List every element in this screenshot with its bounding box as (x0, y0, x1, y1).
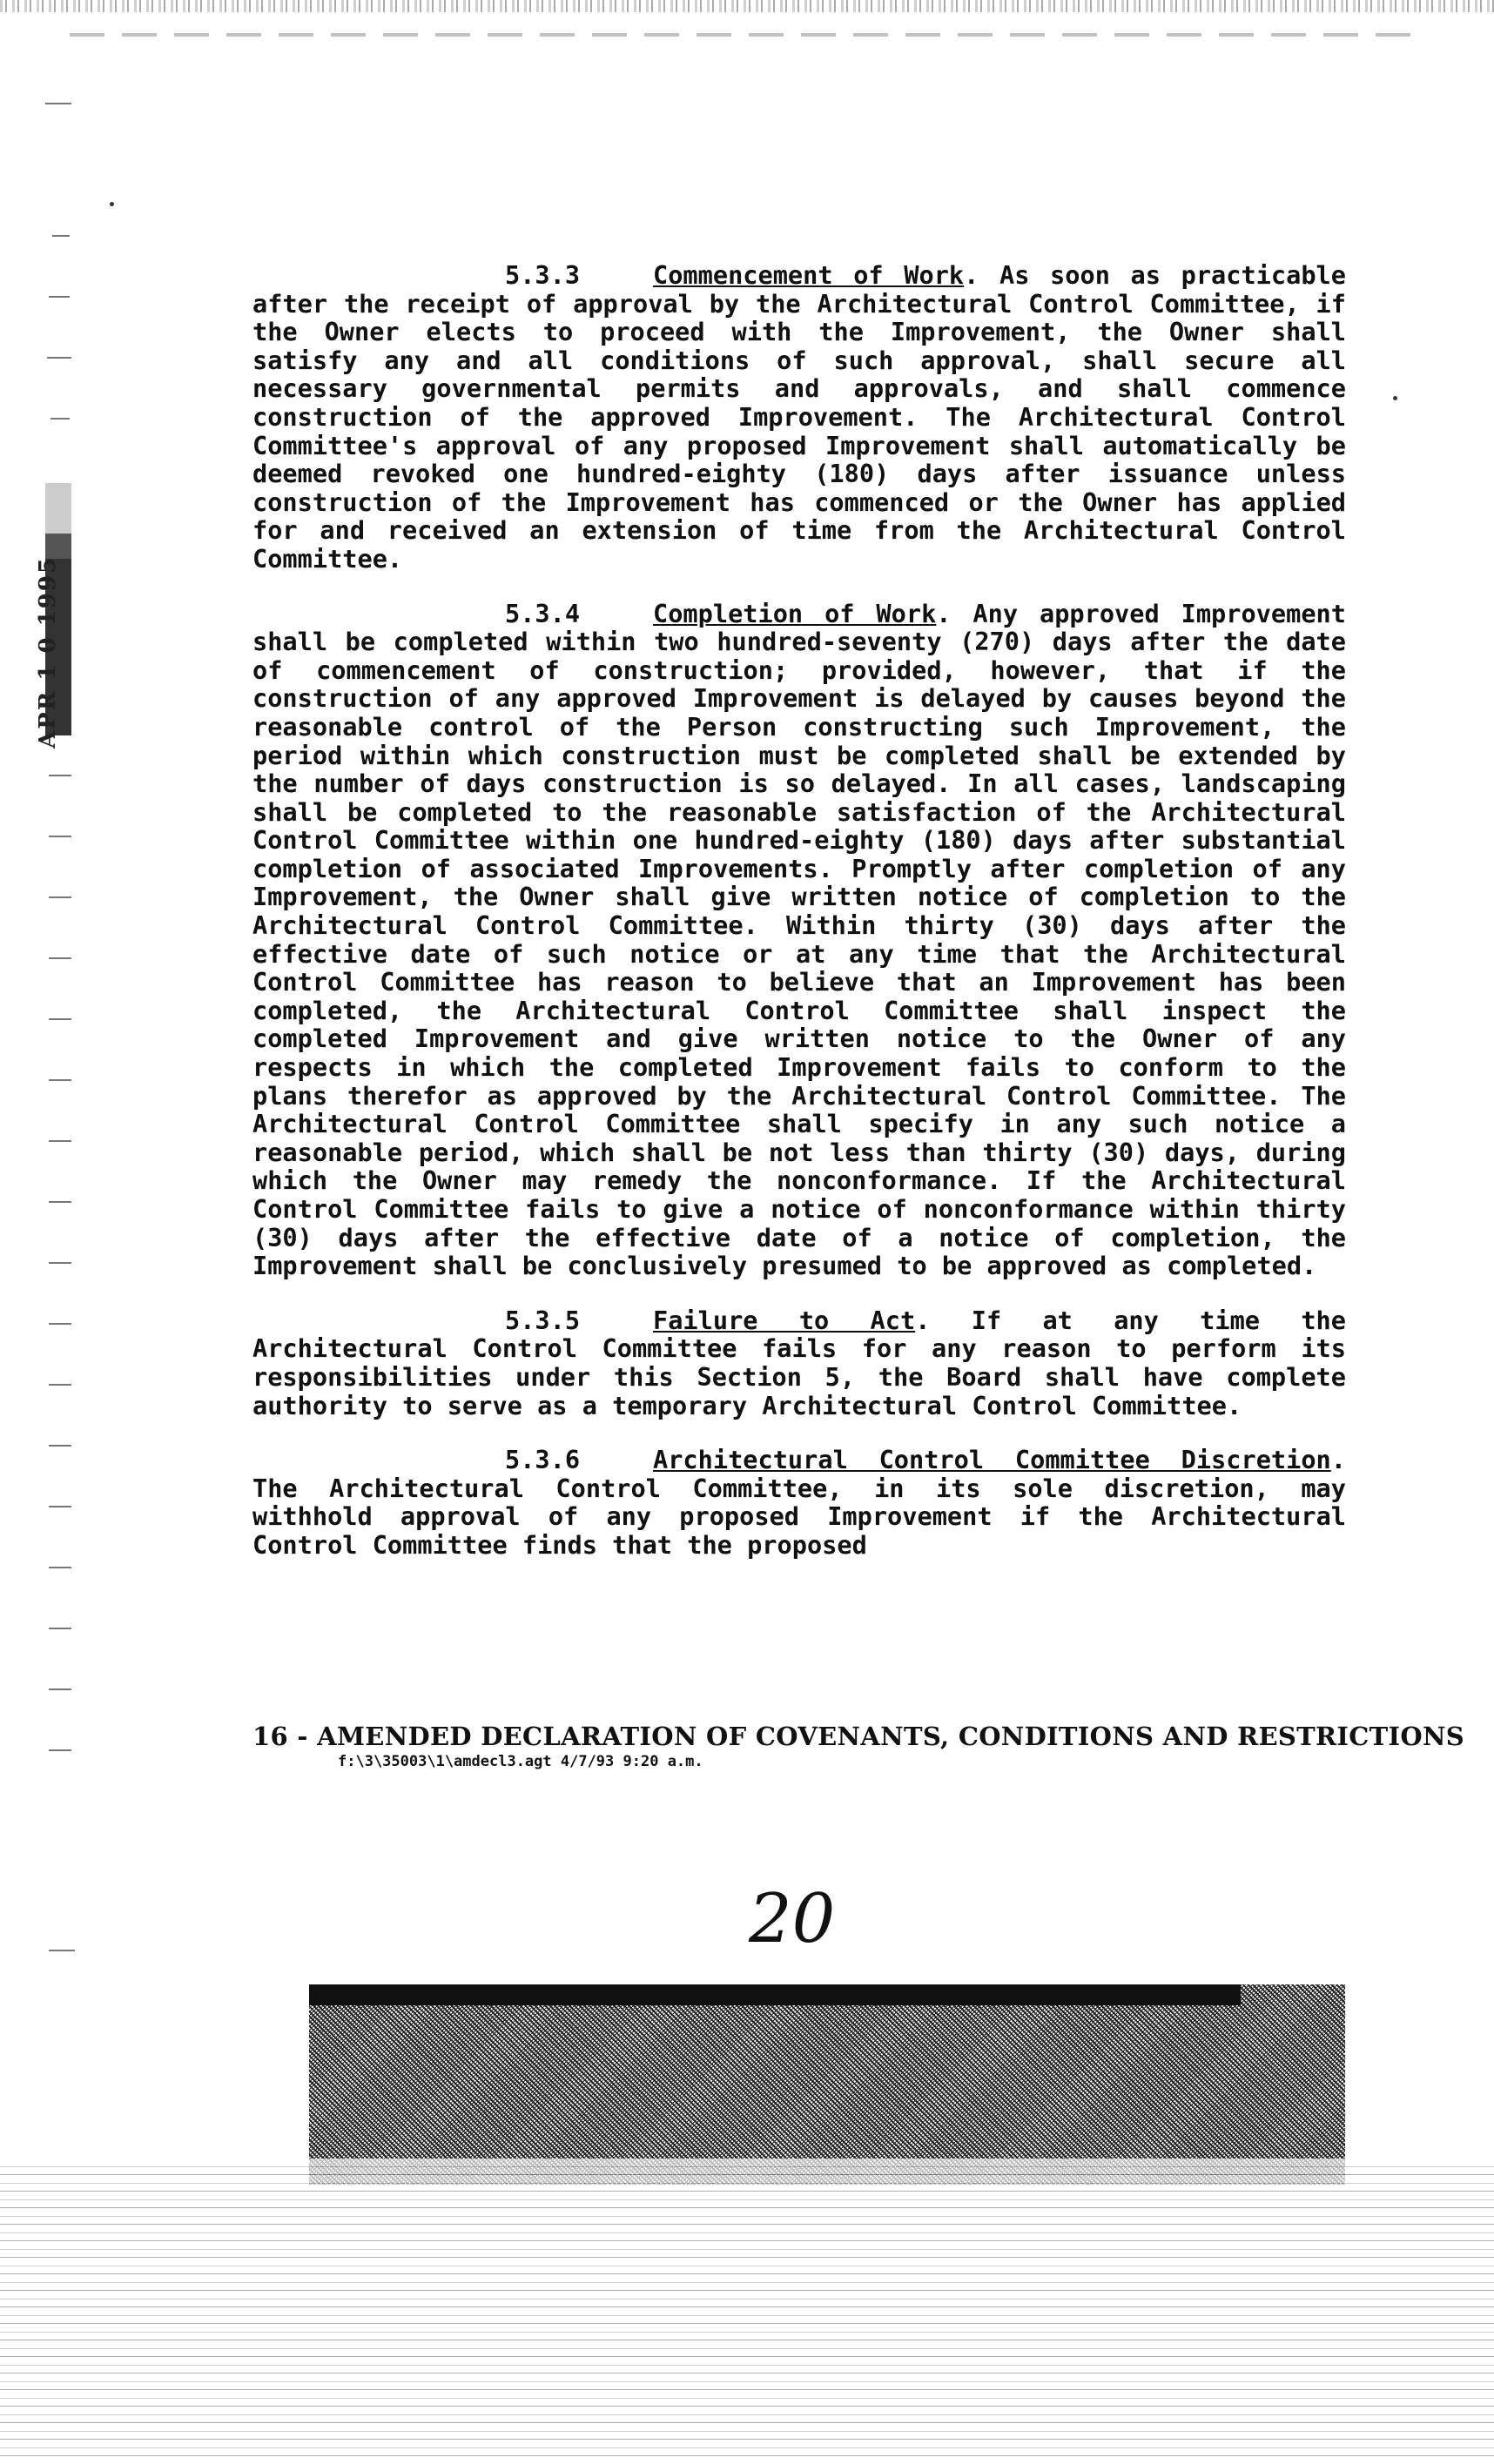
margin-tick (49, 1079, 71, 1081)
section-text: . The Architectural Control Committee, in its sole discretion, may withhold approval of any proposed Improvement if the Architectural Control Committee finds that the proposed (252, 1445, 1346, 1560)
margin-tick (49, 1018, 71, 1020)
margin-tick (49, 775, 71, 776)
section-heading: Commencement of Work (653, 260, 965, 290)
scan-noise-bar (309, 1984, 1241, 2005)
margin-tick (49, 1323, 71, 1325)
section-text: . Any approved Improvement shall be completed within two hundred-seventy (270) days after the date of commencement of construction; provided, however, that if the construction of any approved Improvement is delayed by causes beyond the reasonable control of the Person constructing such Improvement, the period within which construction must be completed shall be extended by the number of days construction is so delayed. In all cases, landscaping shall be completed to the reasonable satisfaction of the Architectural Control Committee within one hundred-eighty (180) days after substantial completion of associated Improvements. Promptly after completion of any Improvement, the Owner shall give written notice of completion to the Architectural Control Committee. Within thirty (30) days after the effective date of such notice or at any time that the Architectural Control Committee has reason to believe that an Improvement has been completed, the Architectural Control Committee shall inspect the completed Improvement and give written notice to the Owner of any respects in which the completed Improvement fails to conform to the plans therefor as approved by the Architectural Control Committee. The Architectural Control Committee shall specify in any such notice a reasonable period, which shall be not less than thirty (30) days, during which the Owner may remedy the nonconformance. If the Architectural Control Committee fails to give a notice of nonconformance within thirty (30) days after the effective date of a notice of completion, the Improvement shall be conclusively presumed to be approved as completed. (252, 598, 1346, 1281)
margin-tick (52, 235, 70, 237)
section-number: 5.3.6 (505, 1445, 581, 1475)
margin-tick (49, 1628, 71, 1629)
margin-tick (49, 1262, 71, 1264)
date-stamp: APR 1 0 1995 (35, 555, 61, 749)
margin-tick (45, 103, 71, 104)
margin-tick (49, 896, 71, 898)
section-number: 5.3.4 (505, 598, 581, 628)
section-text: . If at any time the Architectural Control Committee fails for any reason to perform its responsibilities under this Section 5, the Board shall have complete authority to serve as a temporary Architectural Control Committee. (252, 1305, 1346, 1420)
scan-noise-block (309, 1984, 1345, 2185)
margin-tick (49, 957, 71, 959)
scan-streaks (0, 2159, 1494, 2464)
section-heading: Completion of Work (653, 598, 937, 628)
margin-tick (49, 836, 71, 837)
margin-tick (49, 296, 70, 298)
margin-tick (49, 1689, 71, 1690)
section-text: . As soon as practicable after the receipt of approval by the Architectural Control Committee, if the Owner elects to proceed with the Improvement, the Owner shall satisfy any and all conditions of such approval, shall secure all necessary governmental permits and approvals, and shall commence construction of the approved Improvement. The Architectural Control Committee's approval of any proposed Improvement shall automatically be deemed revoked one hundred-eighty (180) days after issuance unless construction of the Improvement has commenced or the Owner has applied for and received an extension of time from the Architectural Control Committee. (252, 260, 1346, 574)
margin-tick (47, 357, 71, 359)
section-5-3-3 (252, 261, 1346, 574)
document-body (252, 261, 1346, 1560)
page-footer-title: 16 - AMENDED DECLARATION OF COVENANTS, CONDITIONS AND RESTRICTIONS (252, 1722, 1465, 1751)
handwritten-page-number: 20 (749, 1880, 836, 1958)
scan-artifact-top (0, 0, 1494, 12)
section-number: 5.3.5 (505, 1305, 581, 1335)
margin-tick (49, 1749, 71, 1751)
margin-tick (49, 1140, 71, 1142)
margin-tick (49, 1950, 75, 1951)
margin-tick (49, 1567, 71, 1568)
section-5-3-6 (252, 1446, 1346, 1559)
section-heading: Architectural Control Committee Discretion (653, 1445, 1331, 1475)
file-path: f:\3\35003\1\amdecl3.agt 4/7/93 9:20 a.m. (338, 1753, 703, 1770)
margin-tick (49, 1506, 71, 1507)
section-5-3-4 (252, 600, 1346, 1280)
scan-speck (1393, 396, 1397, 400)
scan-speck (110, 202, 114, 206)
section-5-3-5 (252, 1306, 1346, 1420)
section-number: 5.3.3 (505, 260, 581, 290)
margin-tick (49, 1201, 71, 1203)
left-margin-artifacts (0, 0, 104, 2464)
margin-tick (49, 1384, 71, 1386)
section-heading: Failure to Act (653, 1305, 916, 1335)
scan-artifact-line (70, 33, 1428, 37)
margin-tick (50, 418, 70, 420)
margin-tick (49, 1445, 71, 1447)
